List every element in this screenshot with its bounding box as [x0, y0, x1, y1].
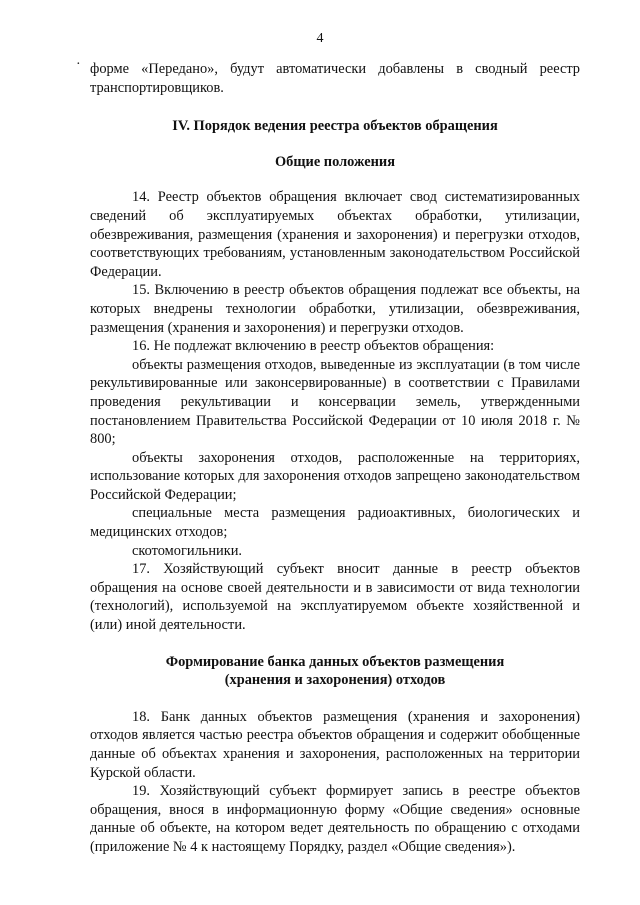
subsection-title-bank-line-2: (хранения и захоронения) отходов	[224, 672, 446, 689]
page-content	[90, 60, 580, 857]
subsection-title-bank-line-1: Формирование банка данных объектов размещения	[165, 653, 505, 670]
subsection-title-bank	[90, 653, 580, 690]
subsection-title-general: Общие положения	[274, 153, 396, 170]
paragraph-14: 14. Реестр объектов обращения включает свод систематизированных сведений об эксплуатируемых объектах обработки, утилизации, обезвреживания, размещения (хранения и захоронения) и перегрузки отходов, соответствующих требованиям, установленным законодательством Российской Федерации.	[90, 189, 580, 280]
paragraph-16-item-1: объекты размещения отходов, выведенные из эксплуатации (в том числе рекультивированные или законсервированные) в соответствии с Правилами проведения рекультивации и консервации земель, утвержденными постановлением Правительства Российской Федерации от 10 июля 2018 г. № 800;	[90, 356, 580, 448]
paragraph-16-item-4: скотомогильники.	[132, 542, 243, 559]
paragraph-16: 16. Не подлежат включению в реестр объектов обращения:	[132, 338, 495, 355]
paragraph-19: 19. Хозяйствующий субъект формирует запись в реестре объектов обращения, внося в информационную форму «Общие сведения» основные данные об объекте, на котором ведет деятельность по обращению с отходами (приложение № 4 к настоящему Порядку, раздел «Общие сведения»).	[90, 783, 580, 855]
paragraph-18: 18. Банк данных объектов размещения (хранения и захоронения) отходов является частью реестра объектов обращения и содержит обобщенные данные об объектах хранения и захоронения, расположенных на территории Курской области.	[90, 708, 580, 781]
margin-mark: ·	[76, 57, 81, 72]
page-number: 4	[316, 31, 324, 46]
paragraph-17: 17. Хозяйствующий субъект вносит данные в реестр объектов обращения на основе своей деятельности и в зависимости от вида технологии (технологий), используемой на эксплуатируемом объекте хозяйственной и (или) иной деятельности.	[90, 561, 580, 634]
paragraph-16-item-2: объекты захоронения отходов, расположенные на территориях, использование которых для захоронения отходов запрещено законодательством Российской Федерации;	[90, 449, 580, 503]
paragraph-16-item-3: специальные места размещения радиоактивных, биологических и медицинских отходов;	[90, 505, 580, 541]
section-title: IV. Порядок ведения реестра объектов обращения	[172, 118, 498, 135]
paragraph-continuation: форме «Передано», будут автоматически добавлены в сводный реестр транспортировщиков.	[90, 61, 580, 96]
paragraph-15: 15. Включению в реестр объектов обращения подлежат все объекты, на которых внедрены технологии обработки, утилизации, обезвреживания, размещения (хранения и захоронения) и перегрузки отходов.	[90, 282, 580, 336]
